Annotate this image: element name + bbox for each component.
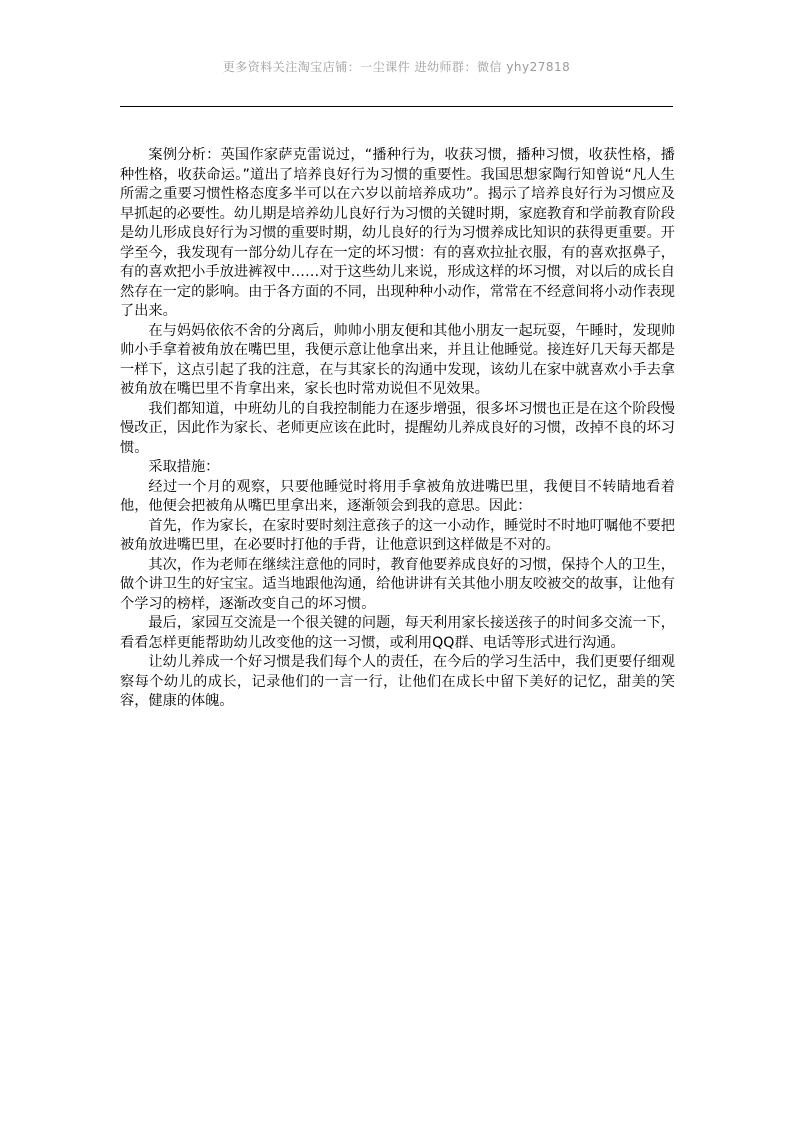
paragraph-one-month: 经过一个月的观察，只要他睡觉时将用手拿被角放进嘴巴里，我便目不转睛地看着他，他便会把被角从嘴巴里拿出来，逐渐领会到我的意思。因此： bbox=[120, 478, 675, 514]
paragraph-case-analysis: 案例分析：英国作家萨克雷说过，“播种行为，收获习惯，播种习惯，收获性格，播种性格，收获命运。”道出了培养良好行为习惯的重要性。我国思想家陶行知曾说“凡人生所需之重要习惯性格态度多半可以在六岁以前培养成功”。揭示了培养良好行为习惯应及早抓起的必要性。幼儿期是培养幼儿良好行为习惯的关键时期，家庭教育和学前教育阶段是幼儿形成良好行为习惯的重要时期，幼儿良好的行为习惯养成比知识的获得更重要。开学至今，我发现有一部分幼儿存在一定的坏习惯：有的喜欢拉扯衣服，有的喜欢抠鼻子，有的喜欢把小手放进裤衩中……对于这些幼儿来说，形成这样的坏习惯，对以后的成长自然存在一定的影响。由于各方面的不同，出现种种小动作，常常在不经意间将小动作表现了出来。 bbox=[120, 147, 675, 319]
paragraph-last: 最后，家园互交流是一个很关键的问题，每天利用家长接送孩子的时间多交流一下，看看怎样更能帮助幼儿改变他的这一习惯，或利用QQ群、电话等形式进行沟通。 bbox=[120, 615, 675, 651]
paragraph-conclusion: 让幼儿养成一个好习惯是我们每个人的责任，在今后的学习生活中，我们更要仔细观察每个幼儿的成长，记录他们的一言一行，让他们在成长中留下美好的记忆，甜美的笑容，健康的体魄。 bbox=[120, 654, 675, 709]
paragraph-self-control: 我们都知道，中班幼儿的自我控制能力在逐步增强，很多坏习惯也正是在这个阶段慢慢改正，因此作为家长、老师更应该在此时，提醒幼儿养成良好的习惯，改掉不良的坏习惯。 bbox=[120, 400, 675, 456]
paragraph-observation: 在与妈妈依依不舍的分离后，帅帅小朋友便和其他小朋友一起玩耍，午睡时，发现帅帅小手拿着被角放在嘴巴里，我便示意让他拿出来，并且让他睡觉。接连好几天每天都是一样下，这点引起了我的注意，在与其家长的沟通中发现，该幼儿在家中就喜欢小手去拿被角放在嘴巴里不肯拿出来，家长也时常劝说但不见效果。 bbox=[120, 322, 675, 397]
page-header: 更多资料关注淘宝店铺：一尘课件 进幼师群：微信 yhy27818 bbox=[222, 60, 571, 74]
header-divider bbox=[120, 106, 673, 107]
paragraph-second: 其次，作为老师在继续注意他的同时，教育他要养成良好的习惯，保持个人的卫生，做个讲卫生的好宝宝。适当地跟他沟通，给他讲讲有关其他小朋友咬被交的故事，让他有个学习的榜样，逐渐改变自己的坏习惯。 bbox=[120, 556, 675, 612]
paragraph-first: 首先，作为家长，在家时要时刻注意孩子的这一小动作，睡觉时不时地叮嘱他不要把被角放进嘴巴里，在必要时打他的手背，让他意识到这样做是不对的。 bbox=[120, 517, 675, 553]
paragraph-measures-heading: 采取措施： bbox=[148, 459, 220, 475]
document-body bbox=[120, 146, 675, 712]
